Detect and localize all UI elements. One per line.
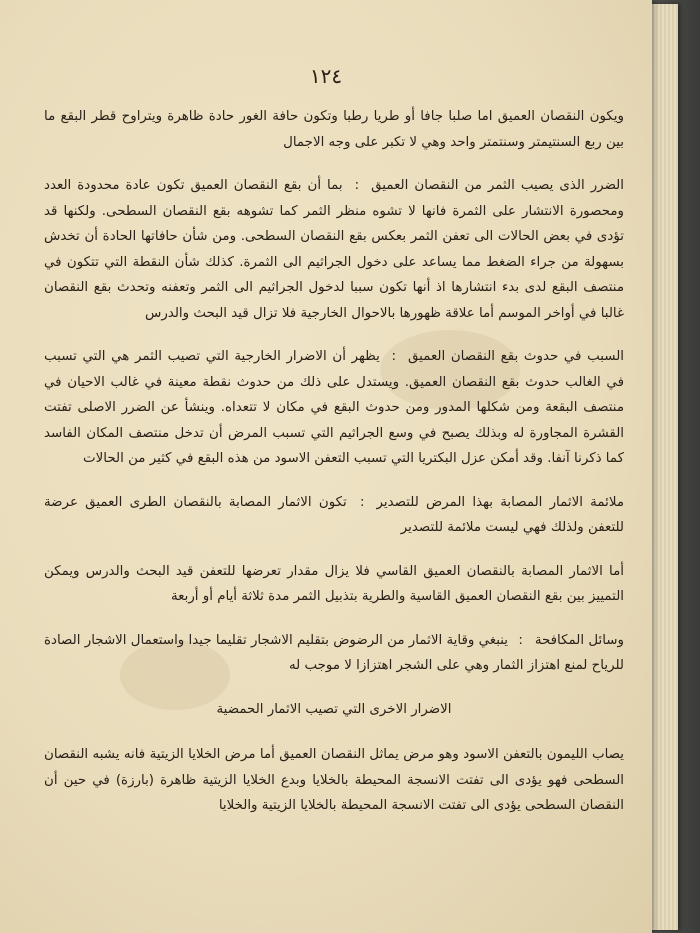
paragraph xyxy=(44,490,624,541)
paragraph xyxy=(44,344,624,472)
paragraph-heading: السبب في حدوث بقع النقصان العميق xyxy=(408,349,625,364)
paragraph xyxy=(44,104,624,155)
paragraph-heading: الضرر الذى يصيب الثمر من النقصان العميق xyxy=(371,178,624,193)
paragraph-text: بما أن بقع النقصان العميق تكون عادة محدودة العدد ومحصورة الانتشار على الثمرة فانها لا تشوه منظر الثمر كما تشوهه بقع النقصان السطحى. ولكنها قد تؤدى في بعض الحالات الى تعفن الثمر بعكس بقع النقصان السطحى. ومن شأن حافاتها الحادة أن تخدش بسهولة من جراء الضغط مما يساعد على دخول الجراثيم الى الثمرة. كذلك شأن النقطة التي تتكون في منتصف البقع لدى بدء انتشارها اذ أنها تكون سببا لدخول الجراثيم الى الثمر وتعفنه وتحدث بقع النقصان غالبا في أواخر الموسم أما علاقة ظهورها بالاحوال الخارجية فلا تزال قيد البحث والدرس xyxy=(44,178,624,321)
page-body xyxy=(44,104,624,837)
colon: : xyxy=(391,349,397,364)
paragraph xyxy=(44,173,624,326)
page-number: ١٢٤ xyxy=(309,64,343,88)
colon: : xyxy=(354,178,360,193)
paragraph-text: ويكون النقصان العميق اما صلبا جافا أو طريا رطبا وتكون حافة الغور حادة ظاهرة ويتراوح قطر البقع ما بين ربع السنتيمتر وسنتمتر واحد وهي لا تكبر على وجه الاجمال xyxy=(44,109,624,150)
paragraph xyxy=(44,628,624,679)
colon: : xyxy=(518,632,523,648)
section-heading: الاضرار الاخرى التي تصيب الاثمار الحمضية xyxy=(216,701,452,717)
paragraph-text: تكون الاثمار المصابة بالنقصان الطرى العميق عرضة للتعفن ولذلك فهي ليست ملائمة للتصدير xyxy=(44,494,624,535)
paragraph xyxy=(44,742,624,819)
paragraph-heading: وسائل المكافحة xyxy=(534,632,624,648)
paragraph-text: ينبغي وقاية الاثمار من الرضوض بتقليم الاشجار تقليما جيدا واستعمال الاشجار الصادة للرياح لمنع اهتزاز الثمار وهي على الشجر اهتزازا لا موجب له xyxy=(44,632,624,673)
paragraph-heading: ملائمة الاثمار المصابة بهذا المرض للتصدير xyxy=(376,494,624,510)
paragraph-text: يصاب الليمون بالتعفن الاسود وهو مرض يماثل النقصان العميق أما مرض الخلايا الزيتية فانه يشبه النقصان السطحى فهو يؤدى الى تفتت الانسجة المحيطة بالخلايا وبدع الخلايا الزيتية ظاهرة (بارزة) في حين أن النقصان السطحى يؤدى الى تفتت الانسجة المحيطة بالخلايا الزيتية والخلايا xyxy=(44,747,624,813)
paragraph xyxy=(44,559,624,610)
colon: : xyxy=(359,494,365,510)
paragraph-text: يظهر أن الاضرار الخارجية التي تصيب الثمر هي التي تسبب في الغالب حدوث بقع النقصان العميق. ويستدل على ذلك من حدوث نقطة معينة في غالب الاحيان في منتصف البقعة ومن شكلها المدور ومن حدوث البقع في مكان لا تتعداه. وينشأ عن الضرر الاصلى تفتت القشرة المجاورة له وبذلك يصبح في وسع الجراثيم التي تسبب المرض أن تدخل منتصف المكان الفاسد كما ذكرنا آنفا. وقد أمكن عزل البكتريا التي تسبب التعفن الاسود من هذه البقع في كثير من الحالات xyxy=(44,349,624,466)
paragraph-text: أما الاثمار المصابة بالنقصان العميق القاسي فلا يزال مقدار تعرضها للتعفن قيد البحث والدرس ويمكن التمييز بين بقع النقصان العميق القاسية والطرية بتذبيل الثمر مدة ثلاثة أيام أو أربعة xyxy=(44,563,624,604)
